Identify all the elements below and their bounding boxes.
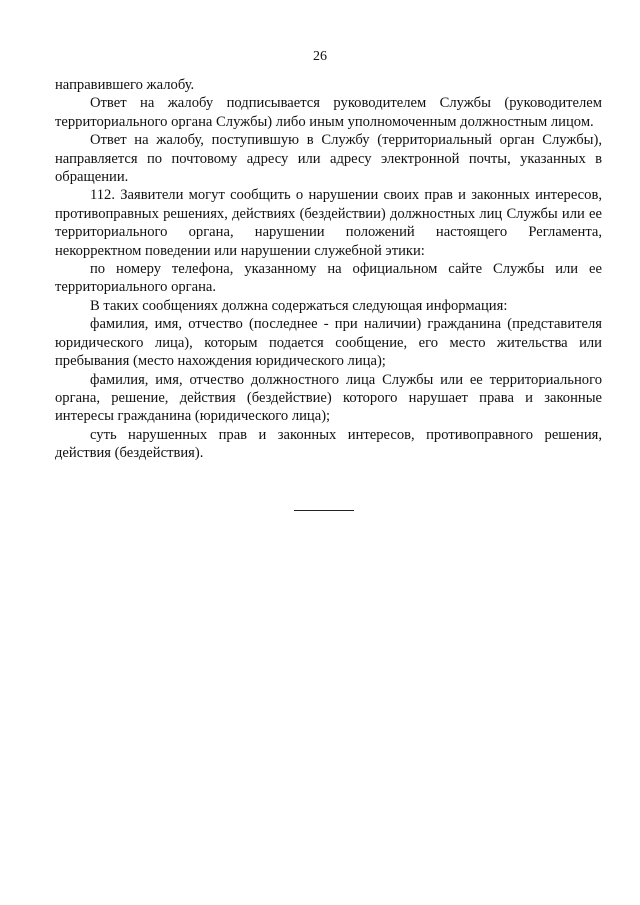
paragraph-phone-channel: по номеру телефона, указанному на официальном сайте Службы или ее территориального органа. [55, 261, 602, 296]
page-number: 26 [313, 49, 327, 64]
paragraph-message-content-intro: В таких сообщениях должна содержаться следующая информация: [90, 297, 508, 314]
paragraph-applicant-name: фамилия, имя, отчество (последнее - при наличии) гражданина (представителя юридического лица), которым подается сообщение, его место жительства или пребывания (место нахождения юридического лица); [55, 316, 602, 370]
paragraph-official-name: фамилия, имя, отчество должностного лица Службы или ее территориального органа, решение, действия (бездействие) которого нарушает права и законные интересы гражданина (юридического лица); [55, 371, 602, 425]
paragraph-violation-essence: суть нарушенных прав и законных интересов, противоправного решения, действия (бездействия). [55, 426, 602, 462]
paragraph-continuation: направившего жалобу. [55, 77, 195, 93]
paragraph-response-delivery: Ответ на жалобу, поступившую в Службу (территориальный орган Службы), направляется по почтовому адресу или адресу электронной почты, указанных в обращении. [55, 132, 602, 186]
paragraph-response-signature: Ответ на жалобу подписывается руководителем Службы (руководителем территориального органа Службы) либо иным уполномоченным должностным лицом. [55, 95, 602, 130]
end-of-document-rule [294, 510, 354, 511]
document-body [55, 76, 602, 463]
paragraph-clause-112: 112. Заявители могут сообщить о нарушении своих прав и законных интересов, противоправных решениях, действиях (бездействии) должностных лиц Службы или ее территориального органа, нарушении положений настоящего Регламента, некорректном поведении или нарушении служебной этики: [55, 187, 602, 259]
